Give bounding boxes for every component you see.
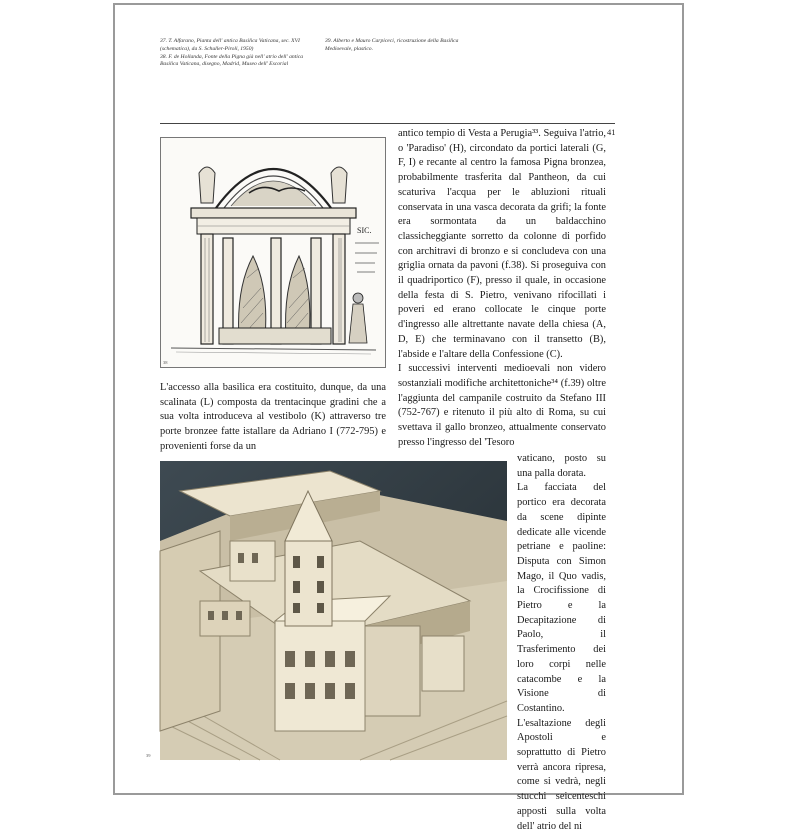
figure-basilica-model-photo	[146, 461, 507, 760]
text-column-right-top: antico tempio di Vesta a Perugia³³. Seguiva l'atrio, o 'Paradiso' (H), circondato da portici laterali (G, F, I) e recante al centro la famosa Pigna bronzea, probabilmente trasferita dal Pantheon, da cui scaturiva l'acqua per le abluzioni rituali conservata in una vasca decorata da grifi; la fonte era sormontata da un baldacchino classicheggiante sorretto da colonne di porfido con architravi di bronzo e si concludeva con una griglia ornata da pavoni (f.38). Si proseguiva con il quadriportico (F), presso il quale, in occasione della festa di S. Pietro, venivano rifocillati i poveri ed erano collocate le cinque porte d'ingresso alle altrettante navate della chiesa (A, D, E) che terminavano con il transetto (B), l'abside e l'altare della Confessione (C). I successivi interventi medioevali non videro sostanziali modifiche architettoniche³⁴ (f.39) oltre l'aggiunta del campanile costruito da Stefano III (752-767) e ritenuto il più alto di Roma, su cui svettava il gallo bronzeo, attualmente conservato presso l'ingresso del 'Tesoro	[398, 128, 606, 448]
figure-38-label: 38	[163, 360, 168, 365]
pigna-fountain-illustration	[161, 138, 385, 367]
figure-39-label: 39	[146, 753, 151, 758]
caption-left: 37. T. Alfarano, Pianta dell' antica Basilica Vaticana, sec. XVI (schematica), da S. Schuller-Piroli, 1950) 38. F. de Hollanda, Fonte della Pigna già nell' atrio dell' antica Basilica Vaticana, disegno, Madrid, Museo dell' Escorial	[160, 38, 304, 68]
header-rule	[160, 123, 615, 124]
text-column-left: L'accesso alla basilica era costituito, dunque, da una scalinata (L) composta da trentacinque gradini che a sua volta introduceva al vestibolo (K) attraverso tre porte bronzee fatte istallare da Adriano I (772-795) e provenienti forse da un	[160, 382, 386, 452]
page-number: 41	[607, 127, 616, 137]
basilica-model-illustration	[160, 461, 507, 760]
sketch-handwriting: SIC.	[357, 226, 372, 235]
figure-pigna-fountain-drawing	[160, 137, 386, 368]
text-column-narrow: vaticano, posto su una palla dorata. La facciata del portico era decorata da scene dipinte dedicate alle vicende petriane e paoline: Disputa con Simon Mago, il Quo vadis, la Crocifissione di Pietro e la Decapitazione di Paolo, il Trasferimento dei loro corpi nelle catacombe e la Visione di Costantino. L'esaltazione degli Apostoli e soprattutto di Pietro verrà ancora ripresa, come si vedrà, negli stucchi seicenteschi apposti sulla volta dell' atrio del ni	[517, 453, 606, 832]
caption-right: 39. Alberto e Mauro Carpiceci, ricostruzione della Basilica Medioevale, plastico.	[325, 38, 459, 52]
